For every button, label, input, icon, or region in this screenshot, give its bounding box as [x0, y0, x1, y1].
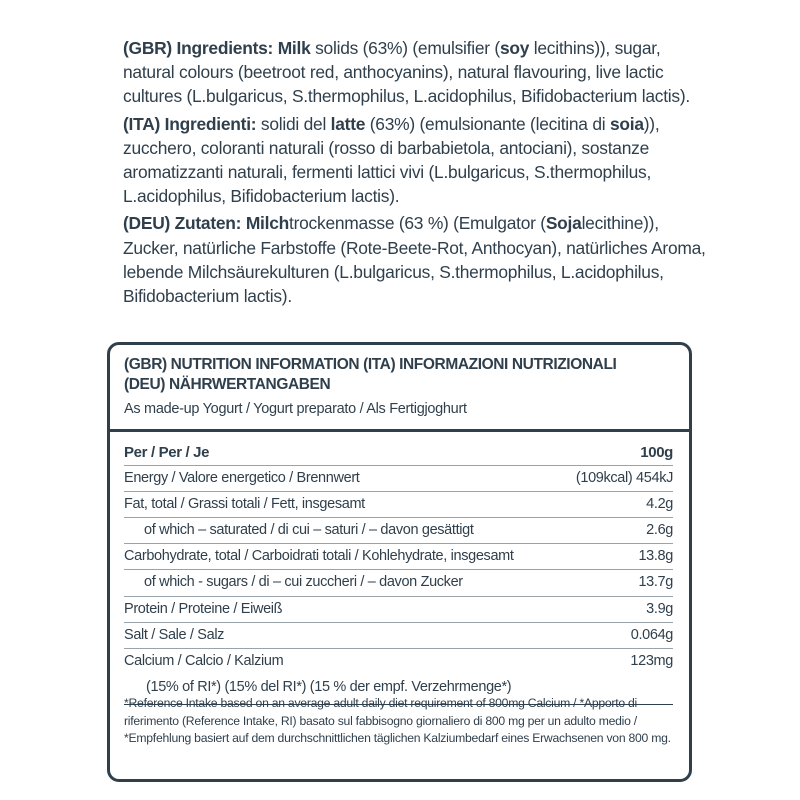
- row-label: Calcium / Calcio / Kalzium: [124, 652, 284, 669]
- footnote: *Reference Intake based on an average adult daily diet requirement of 800mg Calcium / *Apporto di riferimento (Reference Intake, RI) basato sul fabbisogno giornaliero di 800 mg per un adulto medio / *Empfehlung basiert auf dem durchschnittlichen täglichen Kalziumbedarf eines Erwachsenen von 800 mg.: [124, 696, 671, 746]
- nutrition-title-line-2: (DEU) NÄHRWERTANGABEN: [124, 376, 331, 393]
- nutrition-title-line-1: (GBR) NUTRITION INFORMATION (ITA) INFORMAZIONI NUTRIZIONALI: [124, 356, 617, 373]
- table-row-protein: [124, 597, 673, 623]
- language-label: (GBR) Ingredients:: [123, 38, 274, 58]
- ingredients-text: (63%) (emulsionante (lecitina di: [365, 113, 610, 134]
- header-divider: [110, 429, 689, 432]
- language-label: (ITA) Ingredienti:: [123, 113, 257, 134]
- table-header-row: [124, 440, 673, 466]
- reference-intake-note: (15% of RI*) (15% del RI*) (15 % der empf. Verzehrmenge*): [124, 674, 673, 705]
- row-value: (109kcal) 454kJ: [575, 470, 673, 487]
- table-row-calcium: [124, 649, 673, 674]
- allergen-milk: latte: [330, 113, 366, 134]
- ingredients-text: solidi del: [256, 113, 331, 134]
- row-label: of which - sugars / di – cui zuccheri / – davon Zucker: [144, 574, 463, 591]
- row-label: of which – saturated / di cui – saturi / – davon gesättigt: [144, 522, 474, 539]
- nutrition-title: [124, 355, 679, 395]
- row-value: 123mg: [630, 652, 673, 669]
- ingredients-text: )), zucchero, coloranti naturali (rosso di barbabietola, antociani), sostanze aromatizzanti naturali, fermenti lattici vivi (L.bulgaricus, S.thermophilus, L.acidophilus, Bifidobacterium lactis).: [123, 113, 660, 207]
- allergen-milk: Milk: [277, 38, 311, 58]
- language-label: (DEU) Zutaten:: [123, 213, 242, 234]
- table-row-salt: [124, 623, 673, 649]
- row-value: 13.7g: [638, 574, 673, 591]
- per-label: Per / Per / Je: [124, 444, 210, 461]
- allergen-soy: Soja: [545, 213, 582, 234]
- row-label: Salt / Sale / Salz: [124, 626, 225, 643]
- ingredients-text: solids (63%) (emulsifier (: [310, 38, 500, 58]
- row-value: 0.064g: [630, 626, 673, 643]
- row-label: Carbohydrate, total / Carboidrati totali / Kohlehydrate, insgesamt: [124, 548, 514, 565]
- table-row-fat: [124, 492, 673, 518]
- nutrition-panel: [107, 342, 692, 782]
- ingredients-english: [123, 36, 713, 109]
- ingredients-section: [123, 36, 713, 311]
- allergen-milk: Milch: [245, 213, 290, 234]
- row-value: 2.6g: [646, 522, 673, 539]
- nutrition-table: [124, 440, 673, 705]
- row-label: Fat, total / Grassi totali / Fett, insgesamt: [124, 496, 365, 513]
- table-row-carbohydrate: [124, 544, 673, 570]
- row-value: 13.8g: [638, 548, 673, 565]
- row-value: 4.2g: [646, 496, 673, 513]
- allergen-soy: soia: [609, 113, 644, 134]
- per-value: 100g: [640, 444, 673, 461]
- table-row-sugars: [124, 570, 673, 596]
- ingredients-german: [123, 211, 713, 308]
- allergen-soy: soy: [499, 38, 530, 58]
- row-value: 3.9g: [646, 600, 673, 617]
- ingredients-text: trockenmasse (63 %) (Emulgator (: [289, 213, 546, 234]
- ingredients-text: lecithins)), sugar, natural colours (beetroot red, anthocyanins), natural flavouring, live lactic cultures (L.bulgaricus, S.thermophilus, L.acidophilus, Bifidobacterium lactis).: [123, 38, 690, 107]
- nutrition-header: [124, 355, 679, 419]
- row-label: Energy / Valore energetico / Brennwert: [124, 470, 360, 487]
- nutrition-subtitle: As made-up Yogurt / Yogurt preparato / Als Fertigjoghurt: [124, 401, 467, 417]
- ingredients-text: lecithine)), Zucker, natürliche Farbstoffe (Rote-Beete-Rot, Anthocyan), natürliches Aroma, lebende Milchsäurekulturen (L.bulgaricus, S.thermophilus, L.acidophilus, Bifidobacterium lactis).: [123, 213, 706, 307]
- row-label: Protein / Proteine / Eiweiß: [124, 600, 283, 617]
- table-row-energy: [124, 466, 673, 492]
- ingredients-italian: [123, 112, 713, 209]
- table-row-saturated: [124, 518, 673, 544]
